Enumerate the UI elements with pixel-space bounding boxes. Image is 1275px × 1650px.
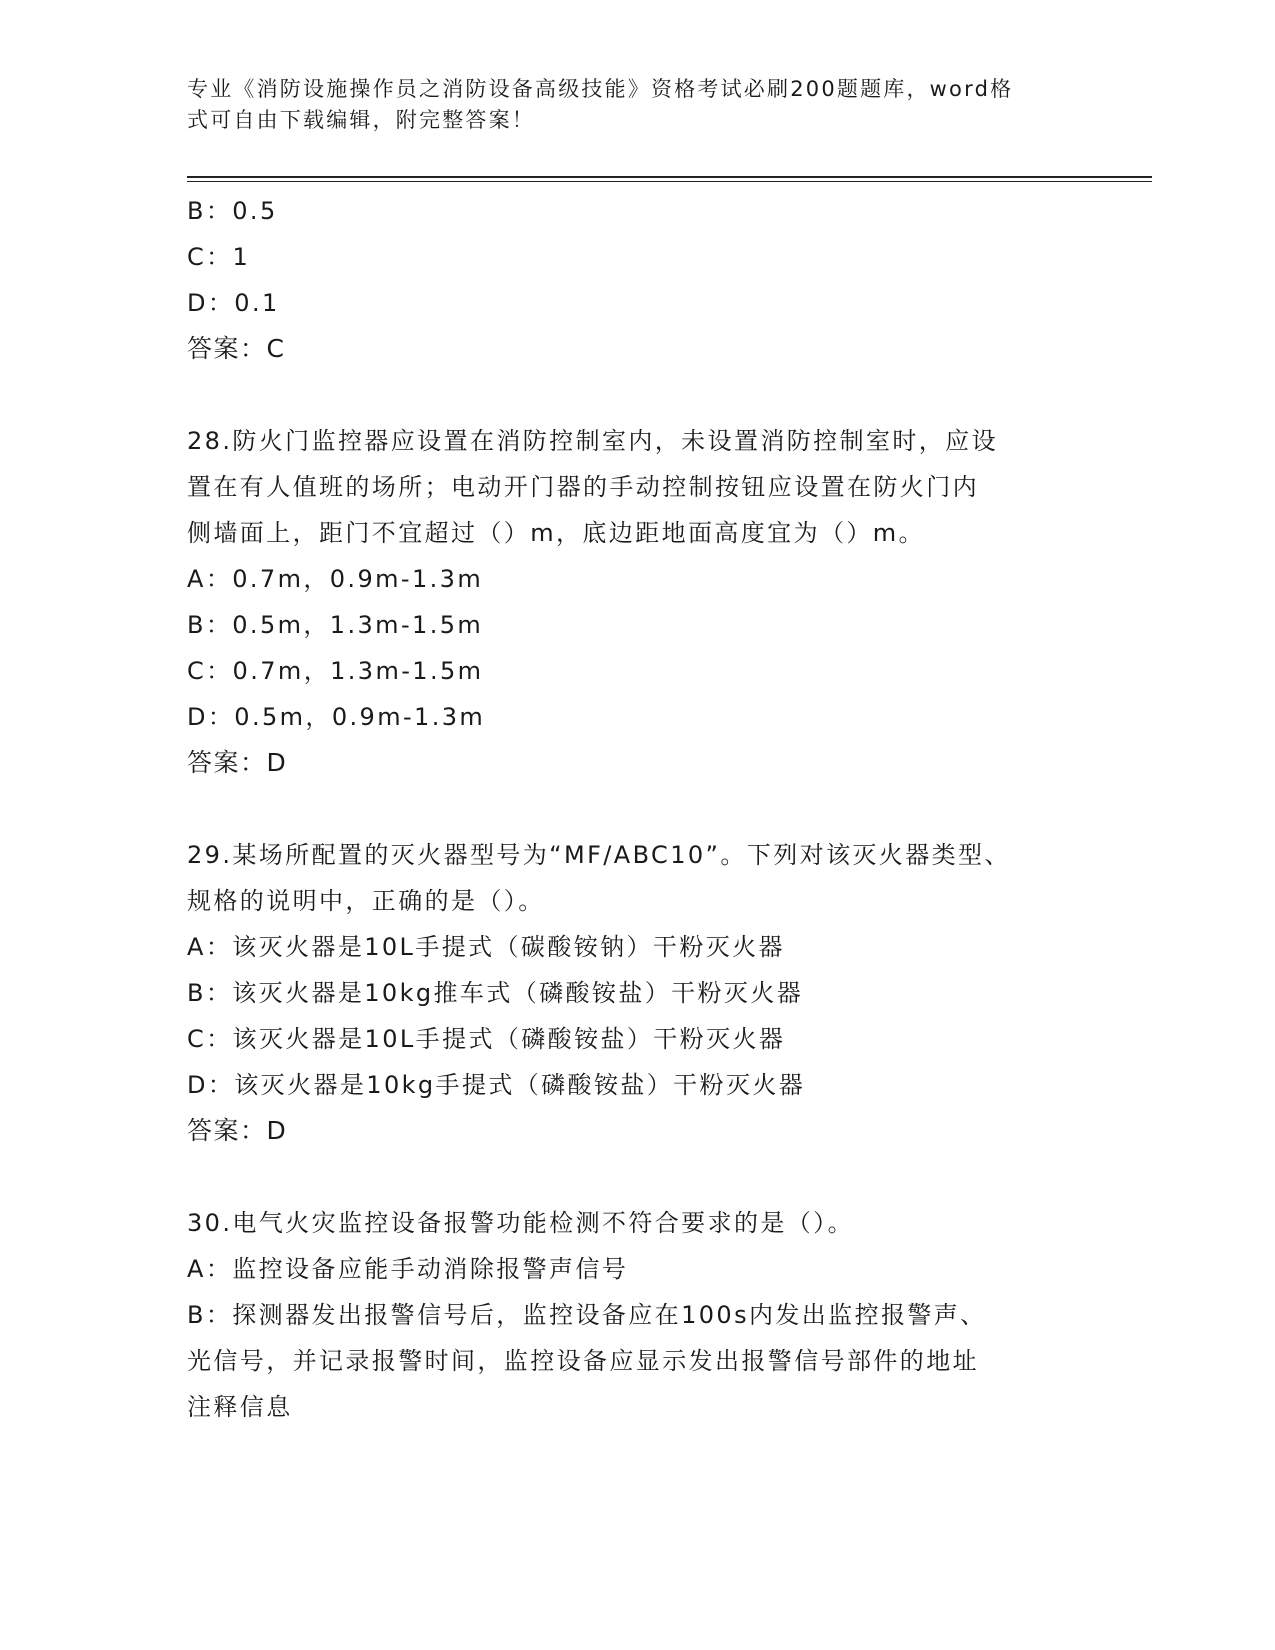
header-title-line-1: 专业《消防设施操作员之消防设备高级技能》资格考试必刷200题题库，word格 <box>187 77 1014 101</box>
option-c: C：该灭火器是10L手提式（磷酸铵盐）干粉灭火器 <box>187 1025 786 1053</box>
answer: 答案：D <box>187 748 288 777</box>
option-d: D：0.1 <box>187 289 280 317</box>
option-b: B：0.5m，1.3m-1.5m <box>187 611 484 639</box>
question-stem-line: 28.防火门监控器应设置在消防控制室内，未设置消防控制室时，应设 <box>187 427 998 455</box>
question-stem-line: 29.某场所配置的灭火器型号为“MF/ABC10”。下列对该灭火器类型、 <box>187 841 1011 869</box>
question-stem-line: 规格的说明中，正确的是（）。 <box>187 887 545 915</box>
header-divider-thin <box>187 181 1152 182</box>
option-a: A：监控设备应能手动消除报警声信号 <box>187 1255 629 1283</box>
option-d: D：该灭火器是10kg手提式（磷酸铵盐）干粉灭火器 <box>187 1071 806 1099</box>
option-c: C：0.7m，1.3m-1.5m <box>187 657 484 685</box>
spacer <box>187 1154 1087 1200</box>
option-b-continued: 注释信息 <box>187 1393 293 1421</box>
answer: 答案：C <box>187 334 286 363</box>
option-a: A：该灭火器是10L手提式（碳酸铵钠）干粉灭火器 <box>187 933 785 961</box>
answer: 答案：D <box>187 1116 288 1145</box>
page-header <box>187 74 1087 136</box>
question-29 <box>187 832 1087 1154</box>
header-title-line-2: 式可自由下载编辑，附完整答案！ <box>187 108 535 132</box>
spacer <box>187 372 1087 418</box>
question-28 <box>187 418 1087 786</box>
option-b: B：该灭火器是10kg推车式（磷酸铵盐）干粉灭火器 <box>187 979 804 1007</box>
question-stem-line: 置在有人值班的场所；电动开门器的手动控制按钮应设置在防火门内 <box>187 473 979 501</box>
option-a: A：0.7m，0.9m-1.3m <box>187 565 484 593</box>
spacer <box>187 786 1087 832</box>
option-b: B：探测器发出报警信号后，监控设备应在100s内发出监控报警声、 <box>187 1301 987 1329</box>
option-b-continued: 光信号，并记录报警时间，监控设备应显示发出报警信号部件的地址 <box>187 1347 979 1375</box>
option-b: B：0.5 <box>187 197 278 225</box>
question-30 <box>187 1200 1087 1430</box>
document-body <box>187 188 1087 1430</box>
question-27 <box>187 188 1087 372</box>
header-divider-thick <box>187 176 1152 178</box>
question-stem-line: 侧墙面上，距门不宜超过（）m，底边距地面高度宜为（）m。 <box>187 519 925 547</box>
option-c: C：1 <box>187 243 251 271</box>
option-d: D：0.5m，0.9m-1.3m <box>187 703 486 731</box>
question-stem-line: 30.电气火灾监控设备报警功能检测不符合要求的是（）。 <box>187 1209 854 1237</box>
